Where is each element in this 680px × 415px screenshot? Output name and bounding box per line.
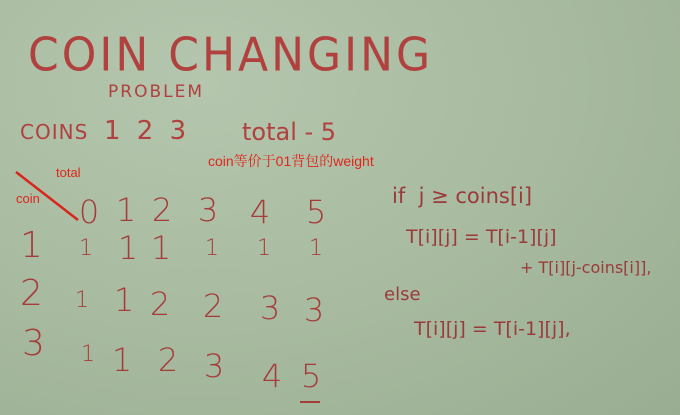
formula-condition: if j ≥ coins[i] <box>392 184 533 208</box>
coin-axis-label: coin <box>16 191 40 206</box>
col-header: 5 <box>305 193 327 231</box>
table-cell: 5 <box>300 357 322 395</box>
formula-line-5: T[i][j] = T[i-1][j], <box>414 318 571 340</box>
table-cell: 2 <box>157 341 179 379</box>
table-cell: 3 <box>259 289 281 327</box>
table-cell: 3 <box>203 347 225 385</box>
col-header: 4 <box>249 193 271 231</box>
row-label: 1 <box>20 225 43 266</box>
row-label: 2 <box>20 273 43 314</box>
col-header: 1 <box>115 191 137 229</box>
table-cell: 1 <box>257 236 271 261</box>
board-subtitle: PROBLEM <box>108 82 204 102</box>
col-header: 2 <box>151 191 173 229</box>
table-cell: 1 <box>111 341 133 379</box>
table-cell: 1 <box>117 229 139 267</box>
total-label: total - 5 <box>242 118 337 146</box>
board-title: COIN CHANGING <box>28 28 434 83</box>
formula-line-2: T[i][j] = T[i-1][j] <box>406 226 557 248</box>
row-label: 3 <box>22 323 45 364</box>
table-cell: 1 <box>79 236 93 261</box>
coins-label: COINS <box>20 120 89 144</box>
table-cell: 1 <box>205 236 219 261</box>
table-cell: 1 <box>150 229 172 267</box>
table-cell: 4 <box>261 357 283 395</box>
table-cell: 2 <box>149 285 171 323</box>
formula-else: else <box>384 284 421 305</box>
col-header: 0 <box>78 193 100 231</box>
col-header: 3 <box>197 191 219 229</box>
total-axis-label: total <box>56 165 81 180</box>
table-cell: 1 <box>81 342 95 367</box>
table-cell: 1 <box>113 281 135 319</box>
table-cell: 1 <box>75 288 89 313</box>
coins-values: 1 2 3 <box>104 116 191 146</box>
formula-line-3: + T[i][j-coins[i]], <box>520 258 652 277</box>
weight-note: coin等价于01背包的weight <box>208 153 374 169</box>
table-cell: 1 <box>309 236 323 261</box>
table-cell: 2 <box>202 287 224 325</box>
table-cell: 3 <box>303 291 325 329</box>
